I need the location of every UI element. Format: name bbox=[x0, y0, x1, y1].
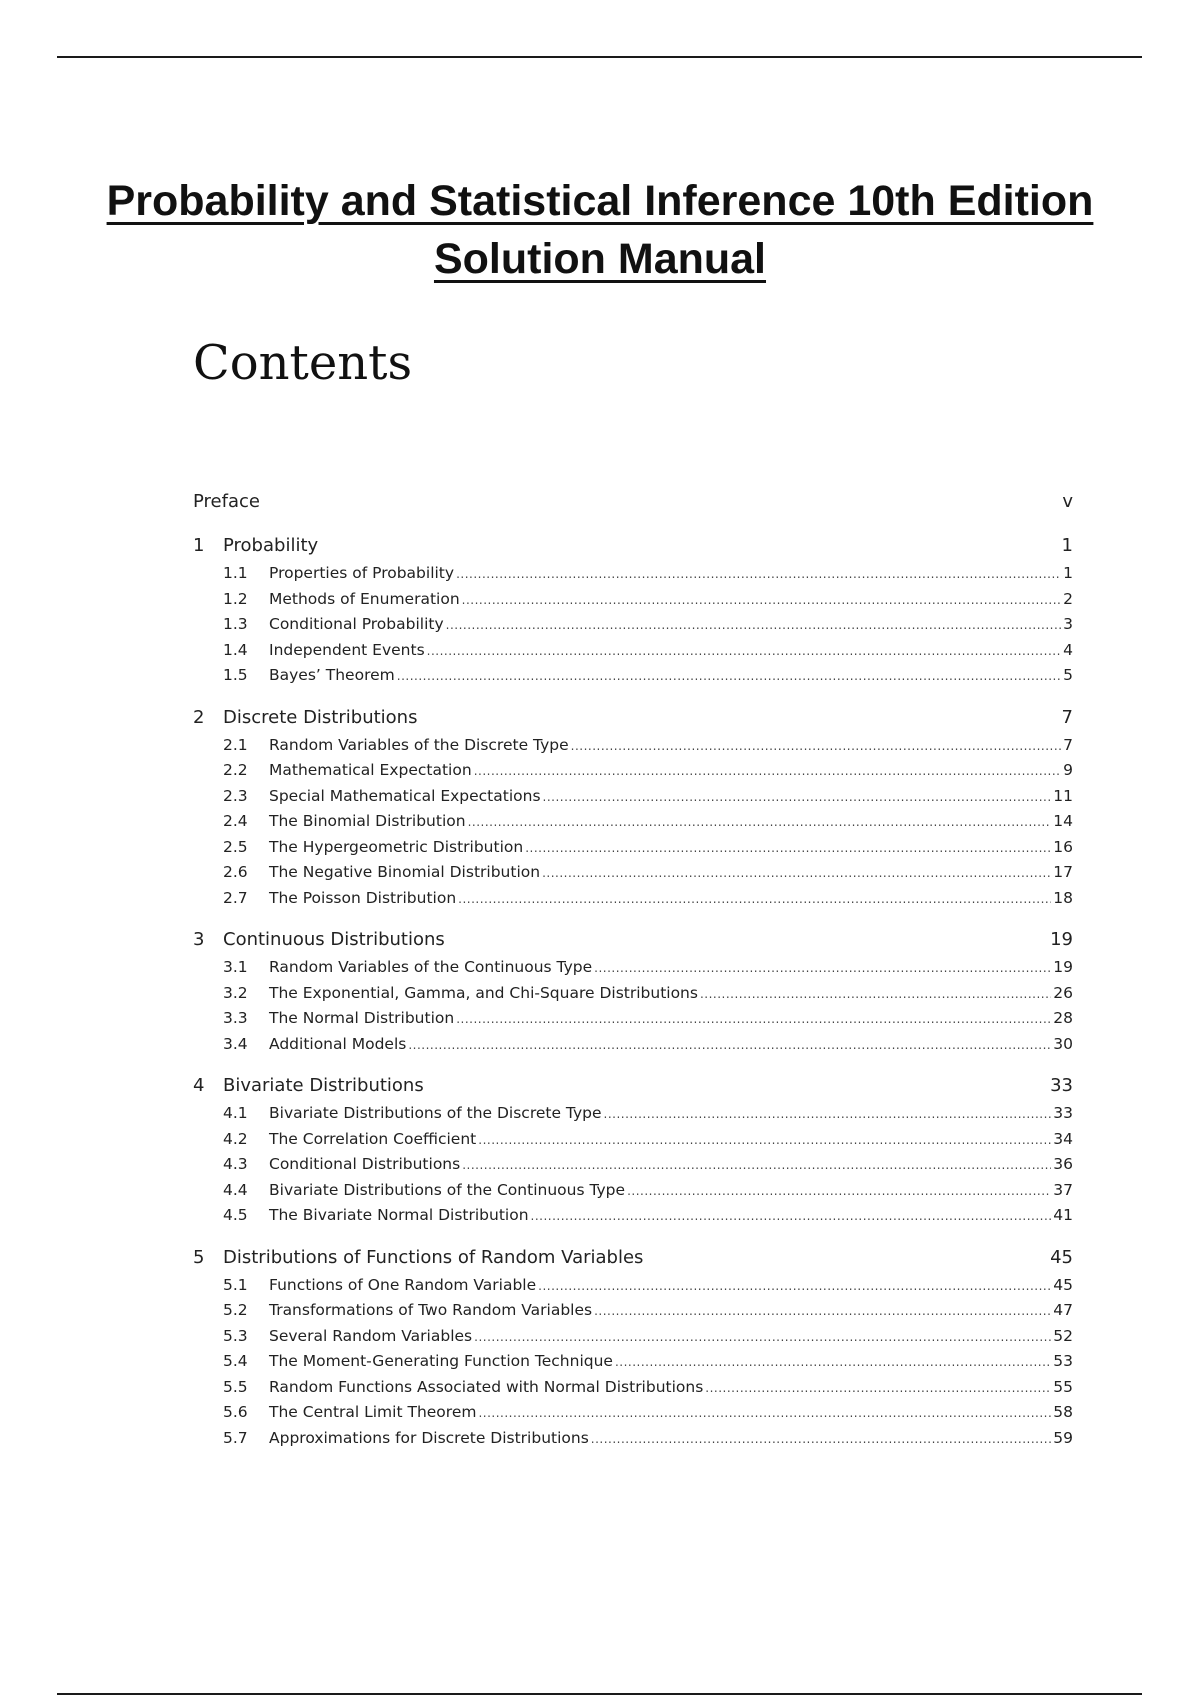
section-page: 41 bbox=[1053, 1206, 1073, 1224]
chapter-number: 4 bbox=[193, 1075, 205, 1096]
section-title: Methods of Enumeration bbox=[269, 589, 460, 608]
section-page: 19 bbox=[1053, 958, 1073, 976]
toc-section-entry[interactable] bbox=[223, 835, 1073, 861]
section-page: 58 bbox=[1053, 1403, 1073, 1421]
section-page: 45 bbox=[1053, 1275, 1073, 1294]
section-title: Approximations for Discrete Distributions bbox=[269, 1428, 589, 1447]
toc-section-entry[interactable] bbox=[223, 663, 1073, 689]
dot-leader bbox=[456, 1007, 1051, 1033]
section-number: 3.3 bbox=[223, 1009, 248, 1027]
section-number: 4.5 bbox=[223, 1206, 248, 1224]
section-page: 14 bbox=[1053, 812, 1073, 830]
section-page: 55 bbox=[1053, 1377, 1073, 1396]
section-title: Random Variables of the Continuous Type bbox=[269, 958, 593, 976]
chapter-heading bbox=[193, 703, 417, 733]
chapter-title: Discrete Distributions bbox=[223, 706, 418, 728]
section-number: 3.2 bbox=[223, 983, 248, 1002]
section-title: Special Mathematical Expectations bbox=[269, 786, 541, 805]
section-title: Bayes’ Theorem bbox=[269, 666, 395, 684]
section-page: 37 bbox=[1053, 1180, 1073, 1199]
toc-section-entry[interactable] bbox=[223, 638, 1073, 664]
toc-chapters bbox=[193, 531, 1073, 1451]
preface-label: Preface bbox=[193, 491, 260, 512]
toc-preface-entry[interactable] bbox=[193, 487, 1073, 517]
section-title: The Bivariate Normal Distribution bbox=[269, 1206, 529, 1224]
section-page: 28 bbox=[1053, 1009, 1073, 1027]
chapter-heading bbox=[193, 1071, 424, 1101]
section-page: 4 bbox=[1063, 640, 1073, 659]
dot-leader bbox=[462, 1153, 1051, 1179]
section-title: The Binomial Distribution bbox=[269, 812, 466, 830]
section-page: 47 bbox=[1053, 1301, 1073, 1319]
dot-leader bbox=[408, 1033, 1051, 1059]
dot-leader bbox=[427, 639, 1061, 665]
section-title: The Central Limit Theorem bbox=[269, 1403, 477, 1421]
dot-leader bbox=[543, 785, 1052, 811]
section-number: 4.3 bbox=[223, 1155, 248, 1173]
dot-leader bbox=[542, 861, 1051, 887]
toc-section-entry[interactable] bbox=[223, 860, 1073, 886]
toc-section-entry[interactable] bbox=[223, 758, 1073, 784]
toc-section-entry[interactable] bbox=[223, 1273, 1073, 1299]
section-page: 33 bbox=[1053, 1104, 1073, 1122]
section-number: 2.6 bbox=[223, 863, 248, 881]
title-line-1: Probability and Statistical Inference 10th Edition bbox=[106, 177, 1094, 225]
section-title: The Normal Distribution bbox=[269, 1009, 455, 1027]
section-number: 1.3 bbox=[223, 615, 248, 633]
section-page: 36 bbox=[1053, 1155, 1073, 1173]
chapter-number: 1 bbox=[193, 535, 205, 556]
dot-leader bbox=[531, 1204, 1052, 1230]
toc-section-entry[interactable] bbox=[223, 1032, 1073, 1058]
toc-section-entry[interactable] bbox=[223, 1349, 1073, 1375]
chapter-page: 19 bbox=[1050, 929, 1073, 950]
toc-section-entry[interactable] bbox=[223, 1006, 1073, 1032]
toc-section-entry[interactable] bbox=[223, 1178, 1073, 1204]
section-title: The Poisson Distribution bbox=[269, 888, 457, 907]
section-page: 9 bbox=[1063, 761, 1073, 779]
dot-leader bbox=[462, 588, 1061, 614]
document-title bbox=[100, 172, 1100, 288]
toc-section-entry[interactable] bbox=[223, 561, 1073, 587]
section-title: Random Variables of the Discrete Type bbox=[269, 735, 569, 754]
toc-section-entry[interactable] bbox=[223, 1375, 1073, 1401]
section-page: 2 bbox=[1063, 589, 1073, 608]
toc-section-entry[interactable] bbox=[223, 981, 1073, 1007]
section-number: 5.6 bbox=[223, 1403, 248, 1421]
section-title: Functions of One Random Variable bbox=[269, 1275, 537, 1294]
toc-section-entry[interactable] bbox=[223, 1324, 1073, 1350]
dot-leader bbox=[615, 1350, 1051, 1376]
dot-leader bbox=[474, 1325, 1051, 1351]
section-page: 16 bbox=[1053, 837, 1073, 856]
section-page: 30 bbox=[1053, 1034, 1073, 1053]
toc-chapter bbox=[193, 925, 1073, 1057]
section-page: 59 bbox=[1053, 1428, 1073, 1447]
dot-leader bbox=[591, 1427, 1051, 1453]
dot-leader bbox=[458, 887, 1051, 913]
section-title: Mathematical Expectation bbox=[269, 761, 472, 779]
section-number: 2.7 bbox=[223, 888, 248, 907]
section-title: Conditional Probability bbox=[269, 615, 444, 633]
section-page: 7 bbox=[1063, 735, 1073, 754]
toc-chapter-entry[interactable] bbox=[193, 925, 1073, 955]
bottom-rule bbox=[57, 1693, 1142, 1695]
dot-leader bbox=[468, 810, 1052, 836]
section-number: 1.1 bbox=[223, 564, 248, 582]
dot-leader bbox=[474, 759, 1061, 785]
section-title: Bivariate Distributions of the Discrete Type bbox=[269, 1104, 602, 1122]
section-title: Random Functions Associated with Normal Distributions bbox=[269, 1377, 704, 1396]
section-title: Independent Events bbox=[269, 640, 425, 659]
chapter-number: 3 bbox=[193, 929, 205, 950]
chapter-page: 1 bbox=[1061, 535, 1073, 556]
section-page: 34 bbox=[1053, 1129, 1073, 1148]
dot-leader bbox=[594, 1299, 1051, 1325]
toc-section-entry[interactable] bbox=[223, 886, 1073, 912]
section-number: 1.2 bbox=[223, 589, 248, 608]
dot-leader bbox=[594, 956, 1051, 982]
section-title: The Hypergeometric Distribution bbox=[269, 837, 524, 856]
chapter-title: Distributions of Functions of Random Variables bbox=[223, 1246, 644, 1268]
section-number: 3.4 bbox=[223, 1034, 248, 1053]
dot-leader bbox=[478, 1128, 1051, 1154]
preface-page: v bbox=[1062, 491, 1073, 512]
title-line-2: Solution Manual bbox=[433, 235, 767, 283]
contents-heading: Contents bbox=[193, 335, 413, 391]
section-number: 4.4 bbox=[223, 1180, 248, 1199]
toc-section-entry[interactable] bbox=[223, 733, 1073, 759]
toc-section-entry[interactable] bbox=[223, 1152, 1073, 1178]
section-number: 5.7 bbox=[223, 1428, 248, 1447]
toc-section-entry[interactable] bbox=[223, 955, 1073, 981]
dot-leader bbox=[456, 562, 1061, 588]
dot-leader bbox=[397, 664, 1061, 690]
toc-section-entry[interactable] bbox=[223, 784, 1073, 810]
section-number: 5.5 bbox=[223, 1377, 248, 1396]
dot-leader bbox=[705, 1376, 1051, 1402]
dot-leader bbox=[627, 1179, 1051, 1205]
chapter-page: 45 bbox=[1050, 1246, 1073, 1268]
section-title: The Exponential, Gamma, and Chi-Square Distributions bbox=[269, 983, 698, 1002]
top-rule bbox=[57, 56, 1142, 58]
toc-chapter-entry[interactable] bbox=[193, 703, 1073, 733]
section-number: 2.2 bbox=[223, 761, 248, 779]
section-number: 1.4 bbox=[223, 640, 248, 659]
toc-section-entry[interactable] bbox=[223, 809, 1073, 835]
section-number: 5.4 bbox=[223, 1352, 248, 1370]
section-title: Bivariate Distributions of the Continuous Type bbox=[269, 1180, 626, 1199]
toc-section-entry[interactable] bbox=[223, 1400, 1073, 1426]
chapter-number: 5 bbox=[193, 1246, 205, 1268]
toc-section-entry[interactable] bbox=[223, 1127, 1073, 1153]
toc-section-entry[interactable] bbox=[223, 612, 1073, 638]
section-title: Conditional Distributions bbox=[269, 1155, 461, 1173]
section-title: Properties of Probability bbox=[269, 564, 455, 582]
dot-leader bbox=[446, 613, 1061, 639]
dot-leader bbox=[604, 1102, 1052, 1128]
toc-section-entry[interactable] bbox=[223, 1203, 1073, 1229]
chapter-title: Probability bbox=[223, 535, 319, 556]
section-title: Additional Models bbox=[269, 1034, 407, 1053]
chapter-heading bbox=[193, 1243, 643, 1273]
section-page: 1 bbox=[1063, 564, 1073, 582]
section-title: Transformations of Two Random Variables bbox=[269, 1301, 593, 1319]
section-number: 5.2 bbox=[223, 1301, 248, 1319]
section-title: The Correlation Coefficient bbox=[269, 1129, 477, 1148]
section-page: 52 bbox=[1053, 1326, 1073, 1345]
toc-section-entry[interactable] bbox=[223, 1101, 1073, 1127]
chapter-heading bbox=[193, 531, 318, 561]
section-title: The Negative Binomial Distribution bbox=[269, 863, 541, 881]
toc-chapter bbox=[193, 703, 1073, 912]
section-page: 17 bbox=[1053, 863, 1073, 881]
section-number: 5.3 bbox=[223, 1326, 248, 1345]
section-number: 2.4 bbox=[223, 812, 248, 830]
section-number: 4.1 bbox=[223, 1104, 248, 1122]
section-page: 11 bbox=[1053, 786, 1073, 805]
dot-leader bbox=[700, 982, 1051, 1008]
toc-section-entry[interactable] bbox=[223, 1426, 1073, 1452]
section-number: 3.1 bbox=[223, 958, 248, 976]
dot-leader bbox=[525, 836, 1051, 862]
table-of-contents bbox=[193, 487, 1073, 1451]
section-page: 18 bbox=[1053, 888, 1073, 907]
chapter-heading bbox=[193, 925, 445, 955]
section-page: 5 bbox=[1063, 666, 1073, 684]
section-number: 2.1 bbox=[223, 735, 248, 754]
toc-section-entry[interactable] bbox=[223, 1298, 1073, 1324]
section-number: 4.2 bbox=[223, 1129, 248, 1148]
toc-chapter bbox=[193, 1071, 1073, 1229]
dot-leader bbox=[538, 1274, 1051, 1300]
section-page: 53 bbox=[1053, 1352, 1073, 1370]
toc-chapter-entry[interactable] bbox=[193, 531, 1073, 561]
toc-chapter bbox=[193, 531, 1073, 689]
dot-leader bbox=[478, 1401, 1051, 1427]
section-title: The Moment-Generating Function Technique bbox=[269, 1352, 613, 1370]
toc-chapter-entry[interactable] bbox=[193, 1071, 1073, 1101]
section-title: Several Random Variables bbox=[269, 1326, 473, 1345]
chapter-page: 7 bbox=[1061, 706, 1073, 728]
chapter-number: 2 bbox=[193, 706, 205, 728]
section-page: 3 bbox=[1063, 615, 1073, 633]
section-number: 5.1 bbox=[223, 1275, 248, 1294]
toc-chapter-entry[interactable] bbox=[193, 1243, 1073, 1273]
chapter-page: 33 bbox=[1050, 1075, 1073, 1096]
chapter-title: Bivariate Distributions bbox=[223, 1075, 424, 1096]
dot-leader bbox=[571, 734, 1061, 760]
section-number: 1.5 bbox=[223, 666, 248, 684]
section-number: 2.5 bbox=[223, 837, 248, 856]
toc-section-entry[interactable] bbox=[223, 587, 1073, 613]
section-number: 2.3 bbox=[223, 786, 248, 805]
chapter-title: Continuous Distributions bbox=[223, 929, 445, 950]
section-page: 26 bbox=[1053, 983, 1073, 1002]
toc-chapter bbox=[193, 1243, 1073, 1452]
